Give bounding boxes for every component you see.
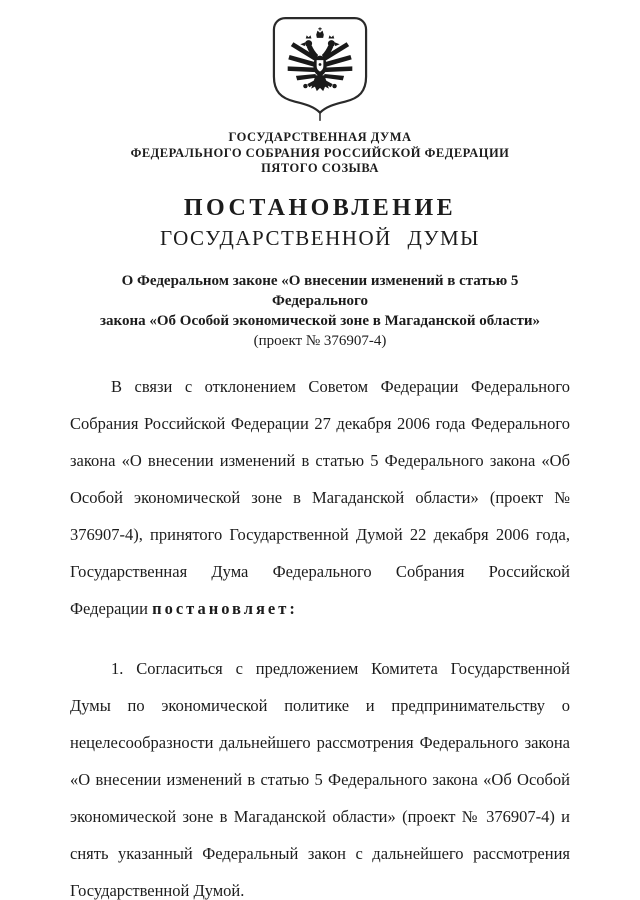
doc-type-issuer: ГОСУДАРСТВЕННОЙ ДУМЫ <box>160 225 480 250</box>
authority-name: ГОСУДАРСТВЕННАЯ ДУМА <box>228 130 412 144</box>
authority-subtitle: ФЕДЕРАЛЬНОГО СОБРАНИЯ РОССИЙСКОЙ ФЕДЕРАЦИИ <box>130 145 510 160</box>
issuing-authority-block <box>0 130 640 177</box>
resolution-item-1-text: 1. Согласиться с предложением Комитета Государственной Думы по экономической политике и предпринимательству о нецелесообразности дальнейшего рассмотрения Федерального закона «О внесении изменений в статью 5 Федерального закона «Об Особой экономической зоне в Магаданской области» (проект № 376907-4) и снять указанный Федеральный закон с дальнейшего рассмотрения Государственной Думой. <box>70 658 570 900</box>
doc-type-word: ПОСТАНОВЛЕНИЕ <box>183 194 457 221</box>
subject-line-2: закона «Об Особой экономической зоне в Магаданской области» <box>100 312 540 329</box>
emblem-shield-graphic <box>272 16 368 122</box>
convocation-label: ПЯТОГО СОЗЫВА <box>261 161 379 175</box>
resolution-subject <box>80 271 560 351</box>
document-type-title <box>0 194 640 251</box>
subject-title <box>80 271 560 331</box>
resolution-item-1 <box>70 650 570 900</box>
decree-word: постановляет: <box>152 598 298 618</box>
russia-coat-of-arms-icon <box>272 16 368 127</box>
subject-line-1: О Федеральном законе «О внесении изменений в статью 5 Федерального <box>121 272 519 309</box>
preamble-paragraph <box>70 368 570 627</box>
project-number: (проект № 376907-4) <box>253 332 387 349</box>
preamble-text: В связи с отклонением Советом Федерации Федерального Собрания Российской Федерации 27 декабря 2006 года Федерального закона «О внесении изменений в статью 5 Федерального закона «Об Особой экономической зоне в Магаданской области» (проект № 376907-4), принятого Государственной Думой 22 декабря 2006 года, Государственная Дума Федерального Собрания Российской Федерации <box>70 376 570 618</box>
